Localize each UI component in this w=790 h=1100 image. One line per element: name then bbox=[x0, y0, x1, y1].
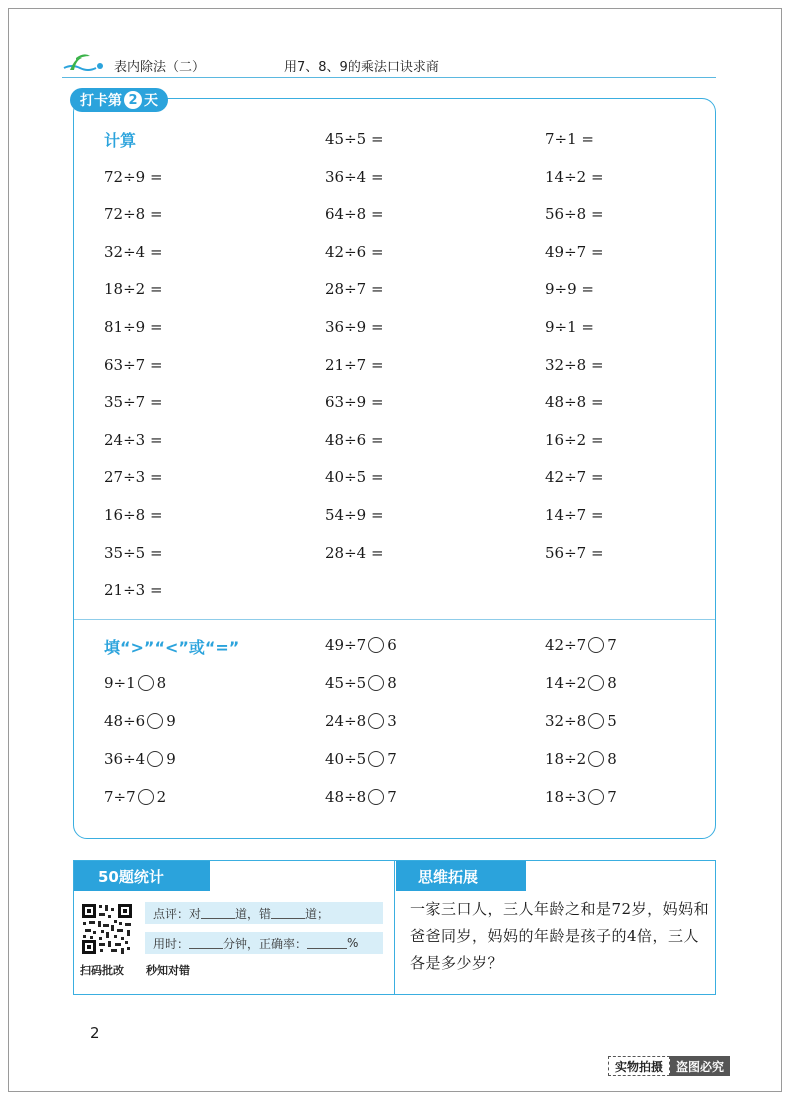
compare-number: 5 bbox=[607, 712, 617, 730]
stamp-left: 实物拍摄 bbox=[608, 1056, 670, 1076]
review-label: 点评：对 bbox=[153, 906, 202, 921]
calc-problem: 40÷5 = bbox=[325, 468, 384, 487]
compare-expression: 18÷2 bbox=[545, 750, 587, 768]
compare-expression: 32÷8 bbox=[545, 712, 587, 730]
calc-problem: 64÷8 = bbox=[325, 205, 384, 224]
calc-problem: 27÷3 = bbox=[104, 468, 163, 487]
compare-expression: 48÷6 bbox=[104, 712, 146, 730]
calc-problem: 21÷7 = bbox=[325, 355, 384, 374]
calc-problem: 14÷2 = bbox=[545, 167, 604, 186]
compare-problem bbox=[545, 788, 617, 806]
compare-problem bbox=[104, 788, 166, 806]
answer-circle[interactable] bbox=[147, 751, 163, 767]
compare-number: 9 bbox=[166, 750, 176, 768]
calc-problem: 42÷7 = bbox=[545, 468, 604, 487]
answer-circle[interactable] bbox=[368, 713, 384, 729]
calc-problem: 21÷3 = bbox=[104, 581, 163, 600]
correct-count-blank[interactable] bbox=[201, 907, 235, 919]
compare-expression: 14÷2 bbox=[545, 674, 587, 692]
calc-problem: 48÷8 = bbox=[545, 393, 604, 412]
review-row bbox=[145, 902, 383, 924]
calc-problem: 7÷1 = bbox=[545, 130, 594, 148]
time-mid: 分钟，正确率： bbox=[223, 936, 308, 951]
review-end: 道； bbox=[305, 906, 330, 921]
compare-expression: 7÷7 bbox=[104, 788, 136, 806]
calc-problem: 14÷7 = bbox=[545, 506, 604, 524]
compare-problem bbox=[104, 712, 176, 730]
answer-circle[interactable] bbox=[138, 675, 154, 691]
compare-problem bbox=[545, 712, 617, 730]
calc-problem: 16÷2 = bbox=[545, 430, 604, 449]
calc-problem: 81÷9 = bbox=[104, 318, 163, 336]
qr-code-icon[interactable] bbox=[81, 903, 133, 955]
calc-problem: 36÷4 = bbox=[325, 167, 384, 186]
compare-section-title: 填“>”“<”或“=” bbox=[104, 638, 240, 657]
bottom-panel-divider bbox=[394, 860, 395, 995]
compare-number: 7 bbox=[607, 788, 617, 806]
calc-problem: 45÷5 = bbox=[325, 130, 384, 148]
calc-problem: 36÷9 = bbox=[325, 318, 384, 336]
header-subtitle: 用7、8、9的乘法口诀求商 bbox=[284, 60, 439, 75]
compare-number: 2 bbox=[156, 788, 167, 806]
review-mid: 道，错 bbox=[235, 906, 272, 921]
answer-circle[interactable] bbox=[368, 675, 384, 691]
compare-problem bbox=[325, 788, 397, 806]
calc-problem: 24÷3 = bbox=[104, 430, 163, 449]
qr-caption-scan: 扫码批改 bbox=[80, 964, 124, 977]
calc-problem: 32÷4 = bbox=[104, 242, 163, 261]
calc-problem: 18÷2 = bbox=[104, 280, 163, 299]
compare-number: 8 bbox=[607, 674, 617, 692]
compare-number: 9 bbox=[166, 712, 176, 730]
calc-problem: 16÷8 = bbox=[104, 506, 163, 524]
time-row bbox=[145, 932, 383, 954]
calc-problem: 35÷5 = bbox=[104, 543, 163, 562]
section-divider bbox=[74, 619, 715, 620]
checkin-day: 2 bbox=[124, 91, 142, 109]
calc-problem: 9÷9 = bbox=[545, 280, 594, 299]
compare-expression: 42÷7 bbox=[545, 636, 587, 654]
compare-number: 7 bbox=[387, 750, 397, 768]
answer-circle[interactable] bbox=[588, 713, 604, 729]
calc-problem: 72÷8 = bbox=[104, 205, 163, 224]
compare-expression: 9÷1 bbox=[104, 674, 136, 692]
compare-number: 8 bbox=[607, 750, 617, 768]
calc-problem: 56÷8 = bbox=[545, 205, 604, 224]
compare-expression: 18÷3 bbox=[545, 788, 587, 806]
thinking-tab: 思维拓展 bbox=[396, 861, 526, 891]
compare-problem bbox=[325, 750, 397, 768]
answer-circle[interactable] bbox=[588, 789, 604, 805]
answer-circle[interactable] bbox=[588, 637, 604, 653]
compare-problem bbox=[545, 636, 617, 654]
checkin-prefix: 打卡第 bbox=[80, 93, 122, 109]
copyright-stamp bbox=[608, 1056, 730, 1076]
stamp-right: 盗图必究 bbox=[670, 1056, 730, 1076]
calc-problem: 72÷9 = bbox=[104, 167, 163, 186]
compare-problem bbox=[104, 750, 176, 768]
page-number: 2 bbox=[90, 1024, 100, 1042]
stats-tab: 50题统计 bbox=[74, 861, 210, 891]
answer-circle[interactable] bbox=[368, 751, 384, 767]
compare-expression: 36÷4 bbox=[104, 750, 146, 768]
answer-circle[interactable] bbox=[588, 675, 604, 691]
page-header bbox=[62, 52, 716, 78]
compare-expression: 48÷8 bbox=[325, 788, 367, 806]
minutes-blank[interactable] bbox=[189, 937, 223, 949]
compare-problem bbox=[104, 674, 166, 692]
calc-problem: 49÷7 = bbox=[545, 242, 604, 261]
compare-problem bbox=[545, 750, 617, 768]
header-title: 表内除法（二） bbox=[114, 60, 206, 75]
compare-number: 8 bbox=[156, 674, 167, 692]
calc-problem: 32÷8 = bbox=[545, 355, 604, 374]
compare-expression: 49÷7 bbox=[325, 636, 367, 654]
compare-number: 7 bbox=[607, 636, 617, 654]
calc-problem: 63÷7 = bbox=[104, 355, 163, 374]
compare-number: 3 bbox=[387, 712, 397, 730]
calc-problem: 9÷1 = bbox=[545, 318, 594, 336]
answer-circle[interactable] bbox=[588, 751, 604, 767]
calc-problem: 28÷4 = bbox=[325, 543, 384, 562]
compare-problem bbox=[545, 674, 617, 692]
compare-expression: 40÷5 bbox=[325, 750, 367, 768]
calc-problem: 63÷9 = bbox=[325, 393, 384, 412]
compare-problem bbox=[325, 712, 397, 730]
compare-expression: 24÷8 bbox=[325, 712, 367, 730]
compare-number: 6 bbox=[387, 636, 397, 654]
compare-expression: 45÷5 bbox=[325, 674, 367, 692]
calc-problem: 28÷7 = bbox=[325, 280, 384, 299]
time-end: % bbox=[347, 936, 359, 950]
calc-problem: 48÷6 = bbox=[325, 430, 384, 449]
calc-problem: 42÷6 = bbox=[325, 242, 384, 261]
compare-number: 8 bbox=[387, 674, 397, 692]
accuracy-blank[interactable] bbox=[307, 937, 347, 949]
checkin-tag bbox=[70, 88, 168, 112]
answer-circle[interactable] bbox=[368, 789, 384, 805]
answer-circle[interactable] bbox=[138, 789, 154, 805]
tree-logo-icon bbox=[62, 52, 108, 74]
calc-problem: 54÷9 = bbox=[325, 506, 384, 524]
qr-caption-result: 秒知对错 bbox=[146, 964, 190, 977]
compare-problem bbox=[325, 636, 397, 654]
calc-problem: 56÷7 = bbox=[545, 543, 604, 562]
checkin-suffix: 天 bbox=[144, 93, 158, 109]
answer-circle[interactable] bbox=[368, 637, 384, 653]
calc-problem: 35÷7 = bbox=[104, 393, 163, 412]
wrong-count-blank[interactable] bbox=[271, 907, 305, 919]
compare-number: 7 bbox=[387, 788, 397, 806]
calc-section-title: 计算 bbox=[104, 131, 137, 150]
answer-circle[interactable] bbox=[147, 713, 163, 729]
time-label: 用时： bbox=[153, 936, 190, 951]
thinking-problem-text: 一家三口人，三人年龄之和是72岁，妈妈和爸爸同岁，妈妈的年龄是孩子的4倍，三人各是多少岁？ bbox=[410, 900, 710, 972]
compare-problem bbox=[325, 674, 397, 692]
